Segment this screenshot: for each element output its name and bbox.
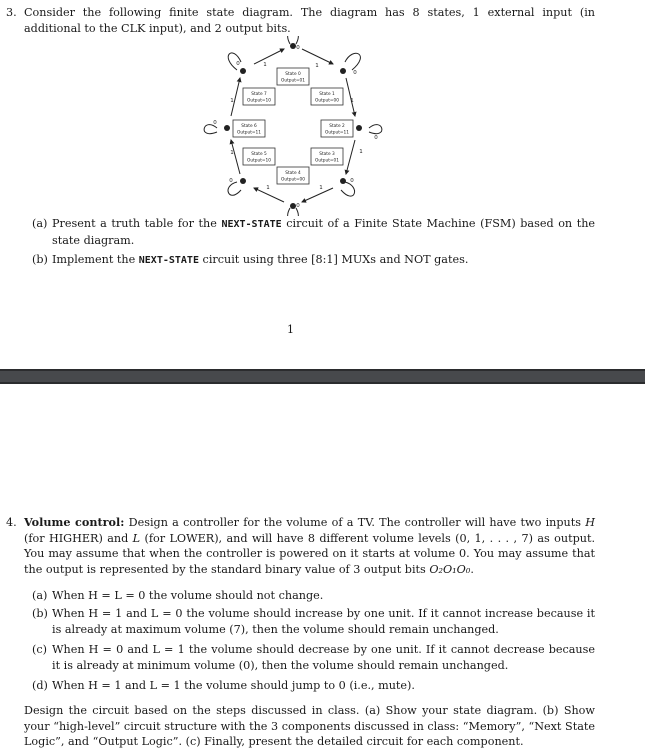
page-divider xyxy=(0,369,645,384)
q3-part-b-code: NEXT-STATE xyxy=(138,255,199,266)
edge-label-2-3: 1 xyxy=(359,149,363,155)
state-diagram xyxy=(195,36,395,216)
state-6-name: State 6 xyxy=(241,124,257,129)
q3-part-a-text-1: Present a truth table for the xyxy=(52,217,217,230)
state-0-name: State 0 xyxy=(285,72,301,77)
q3-part-a-code: NEXT-STATE xyxy=(221,219,282,230)
edge-label-6-7: 1 xyxy=(230,98,234,104)
output-bits: O₂O₁O₀ xyxy=(429,562,471,576)
q3-part-b-text-2: circuit using three [8:1] MUXs and NOT gates. xyxy=(202,253,469,266)
question-4-intro-3: (for LOWER), and will have 8 different volume levels (0, 1, . . . , 7) as output. You may assume that when the controller is powered on it starts at volume 0. You may assume that the output is represented by the standard binary value of 3 output bits xyxy=(24,531,595,576)
edge-label-7-0: 1 xyxy=(263,62,267,68)
q4-case-d-label: (d) xyxy=(32,679,48,692)
edge-label-0-1: 1 xyxy=(315,63,319,69)
state-1-output: Output=00 xyxy=(315,98,339,104)
question-3-intro: Consider the following finite state diagram. The diagram has 8 states, 1 external input (in additional to the CLK input), and 2 output bits. xyxy=(24,6,595,35)
state-1-name: State 1 xyxy=(319,92,335,97)
question-4-intro-2: (for HIGHER) and xyxy=(24,531,129,545)
q3-part-a-text-2: circuit of a Finite State Machine (FSM) based on the state diagram. xyxy=(52,217,596,247)
loop-label-7: 0 xyxy=(236,61,240,67)
state-2-name: State 2 xyxy=(329,124,345,129)
state-0-output: Output=01 xyxy=(281,78,305,84)
edge-label-4-5: 1 xyxy=(266,185,270,191)
q4-case-c: When H = 0 and L = 1 the volume should decrease by one unit. If it cannot decrease because it is already at minimum volume (0), then the volume should remain unchanged. xyxy=(52,643,595,672)
edge-label-5-6: 1 xyxy=(230,150,234,156)
q4-case-b-label: (b) xyxy=(32,607,48,620)
var-h: H xyxy=(585,516,595,529)
state-7-output: Output=10 xyxy=(247,98,271,104)
loop-label-3: 0 xyxy=(350,178,354,184)
q3-part-a-label: (a) xyxy=(32,217,48,230)
state-5-output: Output=10 xyxy=(247,158,271,164)
q3-part-b xyxy=(52,252,595,269)
question-4-number: 4. xyxy=(6,516,17,529)
loop-label-0: 0 xyxy=(296,45,300,51)
q4-case-b: When H = 1 and L = 0 the volume should increase by one unit. If it cannot increase because it is already at maximum volume (7), then the volume should remain unchanged. xyxy=(52,607,595,636)
question-4-intro: Volume control: Design a controller for the volume of a TV. The controller will have two inputs H (for HIGHER) and L (for LOWER), and will have 8 different volume levels (0, 1, . . . , 7) as output. You may assume that when the controller is powered on it starts at volume 0. You may assume that the output is represented by the standard binary value of 3 output bits O₂O₁O₀. xyxy=(24,515,595,576)
state-2-output: Output=11 xyxy=(325,130,349,136)
page-number: 1 xyxy=(287,323,294,336)
edge-label-1-2: 1 xyxy=(350,98,354,104)
loop-label-6: 0 xyxy=(213,120,217,126)
question-3-number: 3. xyxy=(6,6,17,19)
q4-case-a-label: (a) xyxy=(32,589,48,602)
state-7-name: State 7 xyxy=(251,92,267,97)
q4-case-a: When H = L = 0 the volume should not change. xyxy=(52,589,324,602)
question-4-closing: Design the circuit based on the steps discussed in class. (a) Show your state diagram. (b) Show your “high-level” circuit structure with the 3 components discussed in class: “Memory”, “Next State Logic”, and “Output Logic”. (c) Finally, present the detailed circuit for each component. xyxy=(24,704,595,749)
state-3-output: Output=01 xyxy=(315,158,339,164)
loop-label-1: 0 xyxy=(353,70,357,76)
q4-case-c-label: (c) xyxy=(32,643,47,656)
loop-label-2: 0 xyxy=(374,135,378,141)
question-4-title: Volume control: xyxy=(24,515,125,529)
loop-label-4: 0 xyxy=(296,203,300,209)
edge-label-3-4: 1 xyxy=(319,185,323,191)
page-2 xyxy=(0,384,645,754)
state-5-name: State 5 xyxy=(251,152,267,157)
question-4-intro-1: Design a controller for the volume of a TV. The controller will have two inputs xyxy=(128,516,581,529)
loop-label-5: 0 xyxy=(229,178,233,184)
page-1 xyxy=(0,0,645,369)
var-l: L xyxy=(132,531,141,545)
state-4-output: Output=00 xyxy=(281,177,305,183)
q3-part-b-label: (b) xyxy=(32,253,48,266)
state-4-name: State 4 xyxy=(285,171,301,176)
state-6-output: Output=11 xyxy=(237,130,261,136)
q3-part-a xyxy=(52,216,595,248)
state-3-name: State 3 xyxy=(319,152,335,157)
q3-part-b-text-1: Implement the xyxy=(52,253,136,266)
q4-case-d: When H = 1 and L = 1 the volume should jump to 0 (i.e., mute). xyxy=(52,679,415,692)
